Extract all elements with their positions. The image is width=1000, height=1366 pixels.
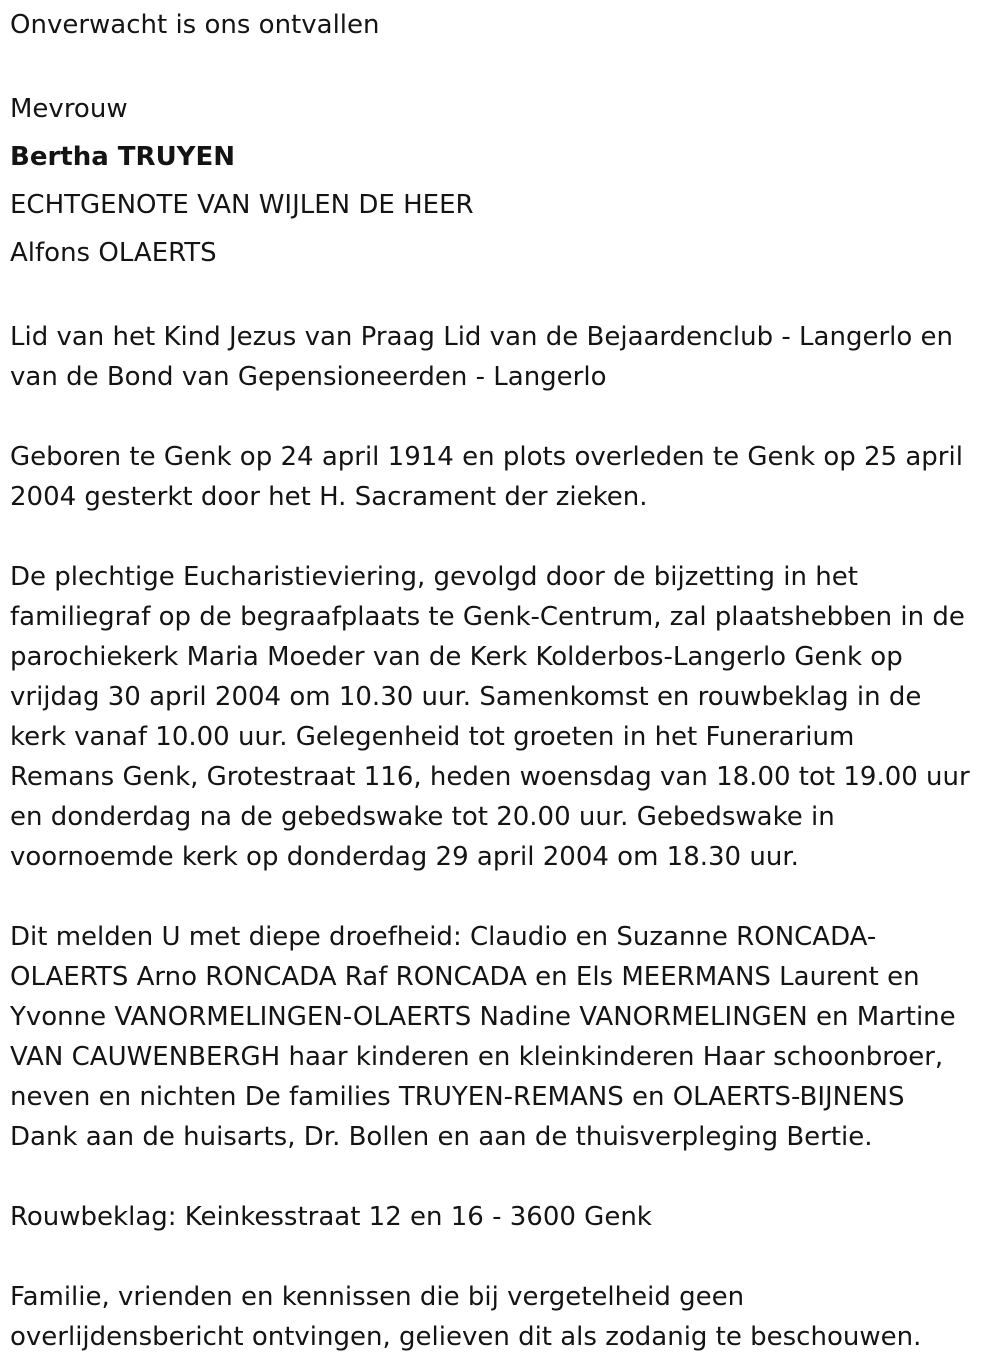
family-paragraph: Dit melden U met diepe droefheid: Claudio en Suzanne RONCADA- OLAERTS Arno RONCADA Raf RONCADA en Els MEERMANS Laurent en Yvonne VANORMELINGEN-OLAERTS Nadine VANORMELINGEN en Martine VAN CAUWENBERGH haar kinderen en kleinkinderen Haar schoonbroer, neven en nichten De families TRUYEN-REMANS en OLAERTS-BIJNENS Dank aan de huisarts, Dr. Bollen en aan de thuisverpleging Bertie. <box>10 922 956 1152</box>
salutation: Mevrouw <box>10 94 128 124</box>
memberships-paragraph: Lid van het Kind Jezus van Praag Lid van de Bejaardenclub - Langerlo en van de Bond van Gepensioneerden - Langerlo <box>10 322 954 392</box>
spouse-name: Alfons OLAERTS <box>10 238 217 268</box>
intro-line: Onverwacht is ons ontvallen <box>10 10 380 40</box>
deceased-header <box>10 85 986 277</box>
deceased-name: Bertha TRUYEN <box>10 142 236 172</box>
service-paragraph: De plechtige Eucharistieviering, gevolgd door de bijzetting in het familiegraf op de begraafplaats te Genk-Centrum, zal plaatshebben in de parochiekerk Maria Moeder van de Kerk Kolderbos-Langerlo Genk op vrijdag 30 april 2004 om 10.30 uur. Samenkomst en rouwbeklag in de kerk vanaf 10.00 uur. Gelegenheid tot groeten in het Funerarium Remans Genk, Grotestraat 116, heden woensdag van 18.00 tot 19.00 uur en donderdag na de gebedswake tot 20.00 uur. Gebedswake in voornoemde kerk op donderdag 29 april 2004 om 18.30 uur. <box>10 562 970 872</box>
relation-line: ECHTGENOTE VAN WIJLEN DE HEER <box>10 190 474 220</box>
closing-paragraph: Familie, vrienden en kennissen die bij vergetelheid geen overlijdensbericht ontvingen, gelieven dit als zodanig te beschouwen. <box>10 1282 922 1352</box>
birth-death-paragraph: Geboren te Genk op 24 april 1914 en plots overleden te Genk op 25 april 2004 gesterkt door het H. Sacrament der zieken. <box>10 442 963 512</box>
condolence-address: Rouwbeklag: Keinkesstraat 12 en 16 - 3600 Genk <box>10 1202 652 1232</box>
